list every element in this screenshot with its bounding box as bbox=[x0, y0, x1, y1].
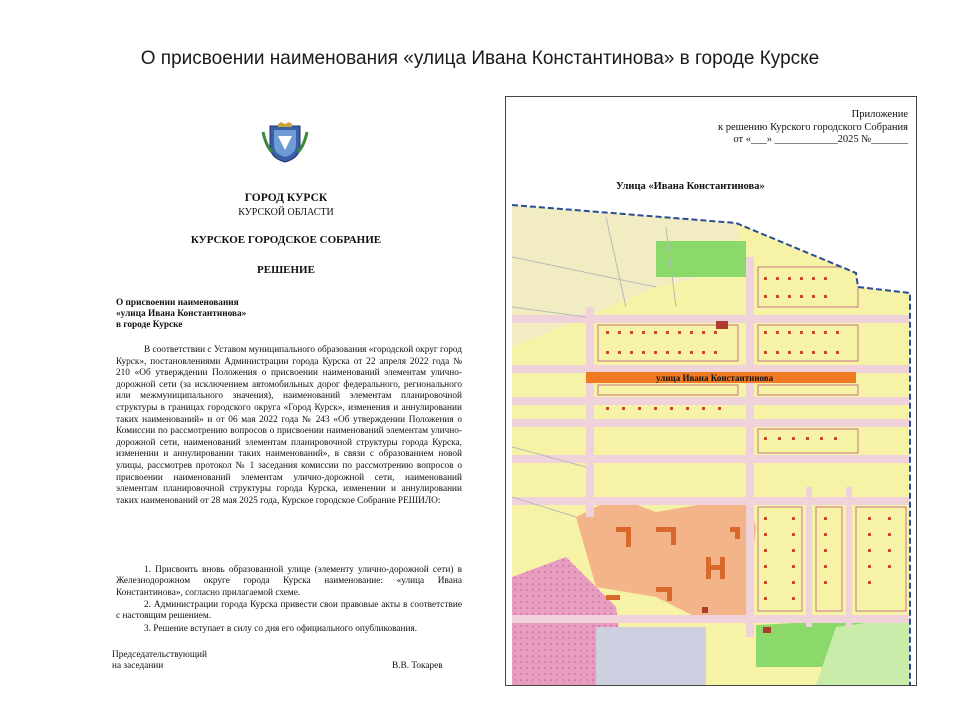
signature-title-1: Председательствующий bbox=[112, 650, 207, 660]
doc-decision-heading: РЕШЕНИЕ bbox=[257, 264, 315, 276]
subject-line-3: в городе Курске bbox=[116, 320, 183, 330]
appendix-line-1: Приложение bbox=[851, 109, 908, 120]
coat-of-arms-icon bbox=[260, 122, 310, 164]
doc-subject bbox=[116, 298, 296, 331]
doc-item-2: 2. Администрации города Курска привести свои правовые акты в соответствие с настоящим решением. bbox=[116, 600, 462, 622]
subject-line-2: «улица Ивана Константинова» bbox=[116, 309, 247, 319]
map-appendix bbox=[505, 96, 917, 686]
signature-title-2: на заседании bbox=[112, 661, 164, 672]
street-label: улица Ивана Константинова bbox=[656, 373, 774, 383]
doc-body: В соответствии с Уставом муниципального образования «городской округ город Курск», постановлениями Администрации города Курска от 22 апреля 2022 года № 210 «Об утверждении Положения о присвоении наименований элементам улично-дорожной сети (за исключением автомобильных дорог федерального, регионального или межмуниципального значения), наименований элементам планировочной структуры в границах городского округа «Город Курск», изменения и аннулировании таких наименований» и от 06 мая 2022 года № 243 «Об утверждении Положения о Комиссии по рассмотрению вопросов о присвоении наименований элементам улично-дорожной сети, наименований элементам планировочной структуры города Курска, изменении и аннулировании таких наименований», в связи с образованием новой улицы, рассмотрев протокол № 1 заседания комиссии по рассмотрению вопросов о присвоении наименований элементам улично-дорожной сети, наименований элементам планировочной структуры города Курска, изменении и аннулировании таких наименований от 28 мая 2025 года, Курское городское Собрание РЕШИЛО: bbox=[116, 345, 462, 506]
planning-map bbox=[506, 197, 916, 685]
doc-item-1: 1. Присвоить вновь образованной улице (элементу улично-дорожной сети) в Железнодорожном округе города Курска наименование: «улица Ивана Константинова», согласно прилагаемой схеме. bbox=[116, 565, 462, 598]
appendix-line-2: к решению Курского городского Собрания bbox=[717, 121, 908, 133]
zone-parking bbox=[596, 627, 706, 685]
slide-title: О присвоении наименования «улица Ивана Константинова» в городе Курске bbox=[140, 48, 820, 69]
map-title: Улица «Ивана Константинова» bbox=[616, 181, 765, 192]
signature-name: В.В. Токарев bbox=[392, 661, 443, 671]
appendix-line-3: от «___» ____________2025 №_______ bbox=[733, 134, 908, 145]
doc-region: КУРСКОЙ ОБЛАСТИ bbox=[238, 207, 334, 218]
appendix-header bbox=[718, 109, 908, 147]
doc-council: КУРСКОЕ ГОРОДСКОЕ СОБРАНИЕ bbox=[190, 234, 382, 246]
signature-block bbox=[112, 650, 272, 673]
doc-city: ГОРОД КУРСК bbox=[244, 192, 328, 204]
subject-line-1: О присвоении наименования bbox=[116, 298, 239, 308]
decision-document bbox=[110, 118, 462, 678]
doc-item-3: 3. Решение вступает в силу со дня его официального опубликования. bbox=[144, 624, 418, 634]
